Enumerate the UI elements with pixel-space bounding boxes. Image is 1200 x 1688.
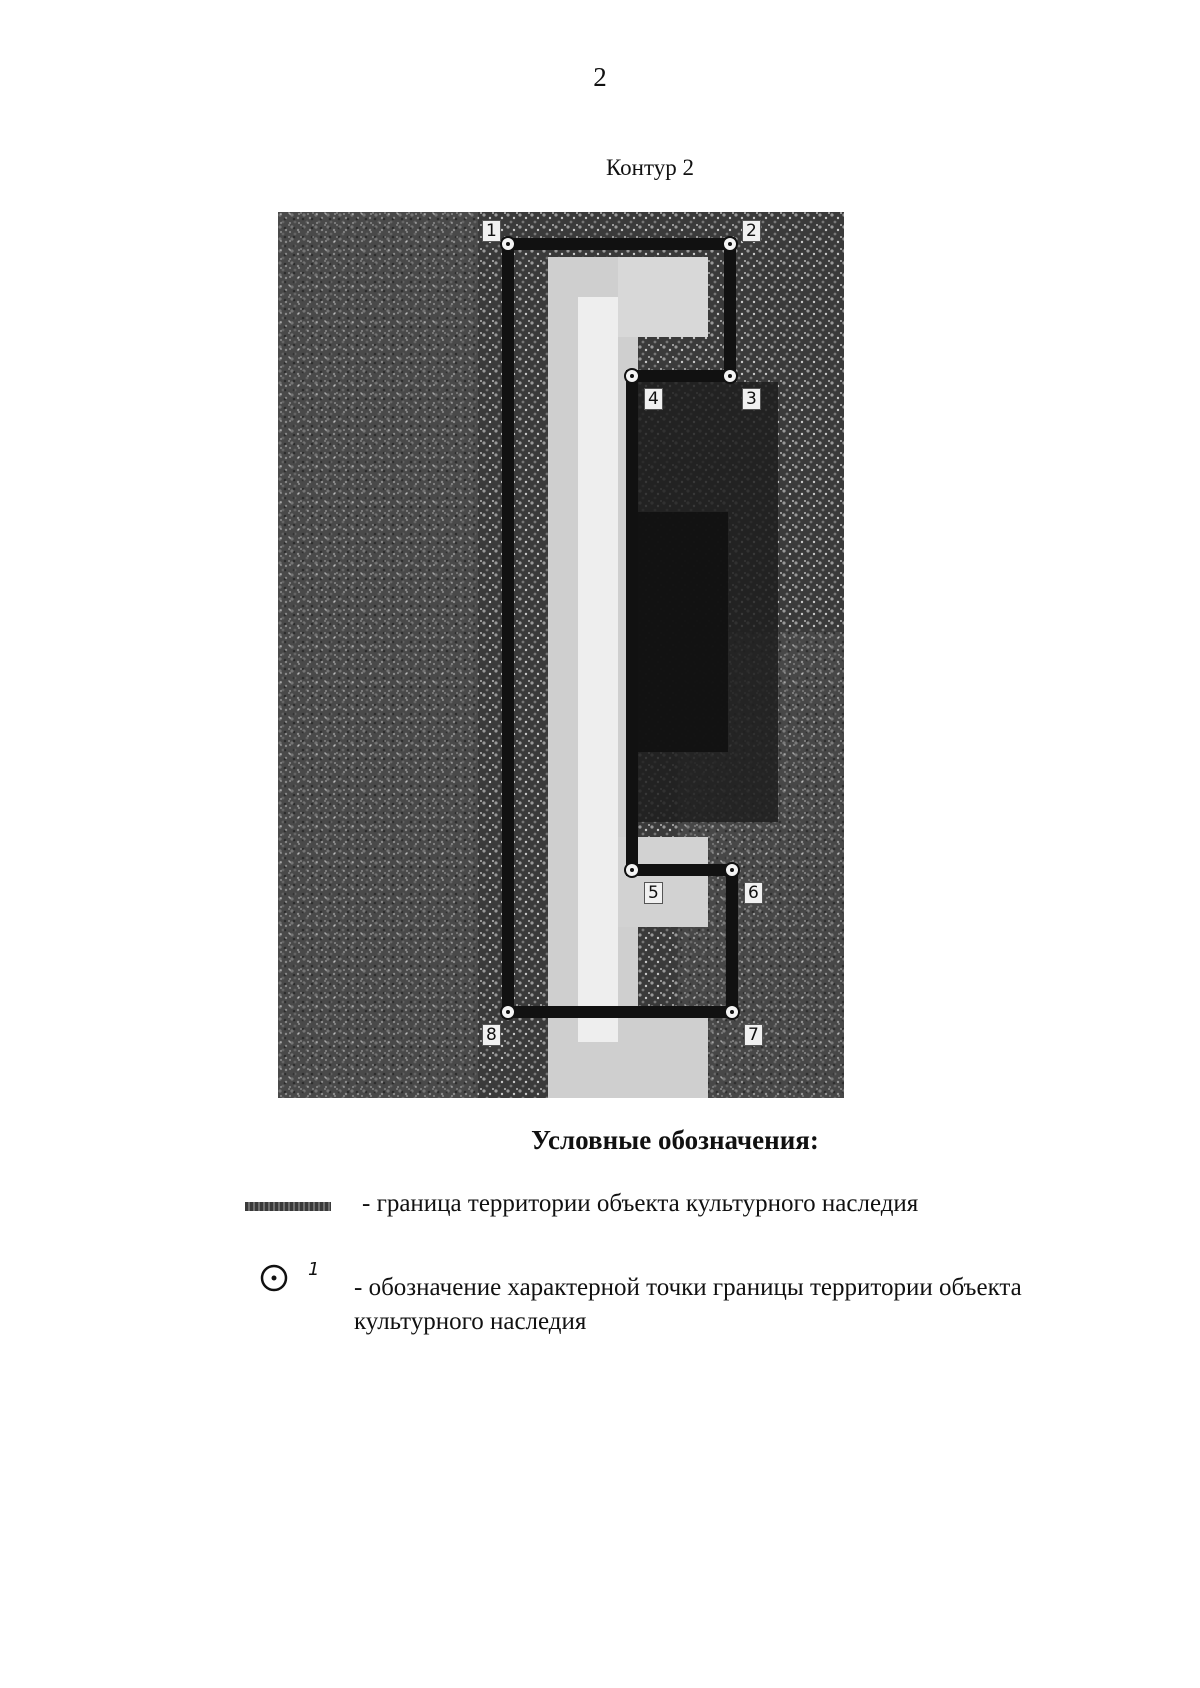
boundary-point-label-2: 2 bbox=[742, 220, 761, 242]
boundary-point-dot-1 bbox=[506, 242, 510, 246]
boundary-point-label-8: 8 bbox=[482, 1024, 501, 1046]
boundary-point-label-5: 5 bbox=[644, 882, 663, 904]
boundary-point-label-7: 7 bbox=[744, 1024, 763, 1046]
boundary-point-label-4: 4 bbox=[644, 388, 663, 410]
boundary-point-dot-2 bbox=[728, 242, 732, 246]
boundary-point-dot-5 bbox=[630, 868, 634, 872]
boundary-point-label-6: 6 bbox=[744, 882, 763, 904]
circle-dot-icon bbox=[258, 1262, 290, 1294]
legend-point-number: 1 bbox=[308, 1259, 320, 1280]
boundary-point-label-1: 1 bbox=[482, 220, 501, 242]
boundary-point-dot-7 bbox=[730, 1010, 734, 1014]
boundary-point-dot-4 bbox=[630, 374, 634, 378]
boundary-point-dot-3 bbox=[728, 374, 732, 378]
boundary-point-label-3: 3 bbox=[742, 388, 761, 410]
legend-title: Условные обозначения: bbox=[531, 1125, 819, 1155]
aerial-photo bbox=[278, 212, 844, 1098]
boundary-point-dot-8 bbox=[506, 1010, 510, 1014]
legend-point-text: - обозначение характерной точки границы территории объекта культурного наследия bbox=[354, 1274, 1022, 1335]
aerial-map bbox=[278, 212, 844, 1098]
legend-boundary-text: - граница территории объекта культурного наследия bbox=[362, 1190, 919, 1217]
boundary-line-icon bbox=[245, 1202, 331, 1211]
boundary-point-dot-6 bbox=[730, 868, 734, 872]
contour-title: Контур 2 bbox=[605, 155, 694, 180]
page-number: 2 bbox=[593, 62, 607, 92]
